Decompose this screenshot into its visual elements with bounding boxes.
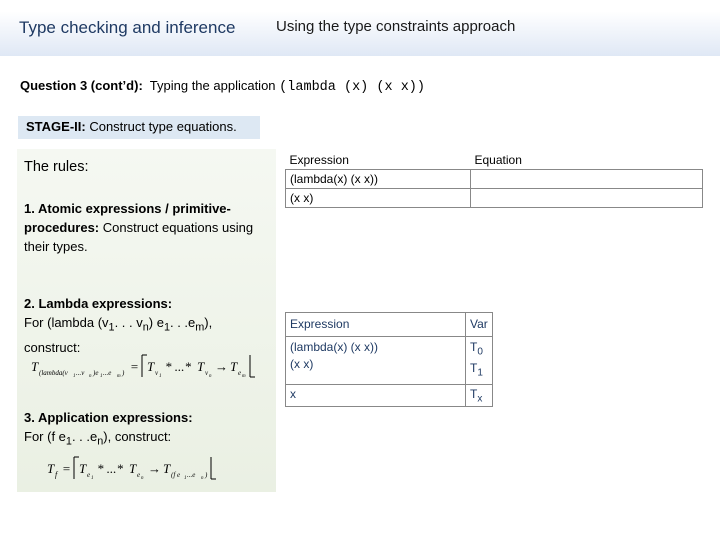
rule-2-text: For (lambda ($v_1$. . . $v_n$) $e_1$. . $.e_m$), xyxy=(24,315,213,334)
svg-text:T: T xyxy=(230,359,238,374)
svg-text:T: T xyxy=(31,359,39,374)
variables-row-var: $T_0$ $T_1$ xyxy=(466,337,493,385)
svg-text:(f e: (f e xyxy=(171,471,181,479)
svg-text:f: f xyxy=(55,470,58,479)
svg-text:* ...*: * ...* xyxy=(97,461,123,476)
variables-header-expression: Expression xyxy=(286,313,466,337)
svg-text:...e: ...e xyxy=(103,369,112,377)
slide-title: Type checking and inference xyxy=(19,18,236,37)
rule-3-text: For (f $e_1$. . $.e_n$), construct: xyxy=(24,429,172,448)
slide-subtitle: Using the type constraints approach xyxy=(276,18,516,35)
svg-text:n: n xyxy=(141,476,144,481)
svg-text:1: 1 xyxy=(100,374,103,379)
svg-text:...e: ...e xyxy=(187,471,196,479)
svg-text:e: e xyxy=(238,369,242,377)
svg-text:T: T xyxy=(147,359,155,374)
svg-text:T: T xyxy=(79,461,87,476)
stage-text: Construct type equations. xyxy=(89,119,237,134)
application-rule-formula xyxy=(45,454,245,484)
table-row xyxy=(286,170,703,189)
rule-2-label: 2. Lambda expressions: xyxy=(24,296,173,311)
svg-text:1: 1 xyxy=(91,476,94,481)
svg-text:n: n xyxy=(209,374,212,379)
svg-text:): ) xyxy=(122,369,125,377)
svg-text:e: e xyxy=(137,471,141,479)
svg-text:1: 1 xyxy=(159,374,162,379)
svg-text:v: v xyxy=(155,369,159,377)
stage-label: STAGE-II: xyxy=(26,119,86,134)
table-row xyxy=(286,384,493,406)
svg-text:T: T xyxy=(163,461,171,476)
svg-text:→: → xyxy=(215,359,228,374)
svg-text:=: = xyxy=(130,359,139,374)
svg-text:n: n xyxy=(201,476,204,481)
stage-banner xyxy=(18,116,260,139)
equations-row-equation xyxy=(471,170,703,189)
svg-text:=: = xyxy=(62,461,71,476)
svg-text:T: T xyxy=(129,461,137,476)
variables-row-var: $T_x$ xyxy=(466,384,493,406)
svg-text:→: → xyxy=(148,461,161,476)
equations-row-expression: (lambda(x) (x x)) xyxy=(286,170,471,189)
slide-header xyxy=(0,0,720,56)
svg-text:T: T xyxy=(197,359,205,374)
lambda-rule-formula xyxy=(29,352,269,380)
table-row xyxy=(286,337,493,385)
svg-text:(lambda(v: (lambda(v xyxy=(39,369,68,377)
table-row xyxy=(286,189,703,208)
rules-panel xyxy=(17,149,276,492)
svg-text:e: e xyxy=(87,471,91,479)
variables-table xyxy=(285,312,493,407)
svg-text:...v: ...v xyxy=(76,369,85,377)
equations-row-expression: (x x) xyxy=(286,189,471,208)
rule-2-construct: construct: xyxy=(24,339,81,355)
svg-text:)e: )e xyxy=(93,369,99,377)
rule-1-label: 1. Atomic expressions / primitive-procedures: xyxy=(24,201,231,235)
rule-1 xyxy=(24,199,269,256)
equations-header-equation: Equation xyxy=(474,153,522,167)
svg-text:T: T xyxy=(47,461,55,476)
variables-row-expression: x xyxy=(286,384,466,406)
variables-row-expression: (lambda(x) (x x)) (x x) xyxy=(286,337,466,385)
equations-table xyxy=(285,150,703,208)
question-text: Typing the application xyxy=(149,78,276,93)
svg-text:m: m xyxy=(242,374,246,379)
rule-2 xyxy=(24,294,269,357)
rules-heading: The rules: xyxy=(24,159,89,175)
rule-3 xyxy=(24,408,269,452)
svg-text:1: 1 xyxy=(184,476,187,481)
variables-header-row xyxy=(286,313,493,337)
svg-text:1: 1 xyxy=(73,374,76,379)
svg-text:): ) xyxy=(205,471,208,479)
question-label: Question 3 (cont’d): xyxy=(20,78,143,93)
equations-header-row xyxy=(286,150,703,170)
svg-text:n: n xyxy=(89,374,92,379)
svg-text:m: m xyxy=(117,374,121,379)
rule-3-label: 3. Application expressions: xyxy=(24,410,193,425)
question-code: (lambda (x) (x x)) xyxy=(279,80,425,95)
equations-header-expression: Expression xyxy=(289,153,349,167)
question-line xyxy=(20,78,425,95)
equations-row-equation xyxy=(471,189,703,208)
variables-header-var: Var xyxy=(466,313,493,337)
svg-text:* ...*: * ...* xyxy=(165,359,191,374)
rule-1-text: Construct equations using their types. xyxy=(24,220,254,254)
svg-text:v: v xyxy=(205,369,209,377)
